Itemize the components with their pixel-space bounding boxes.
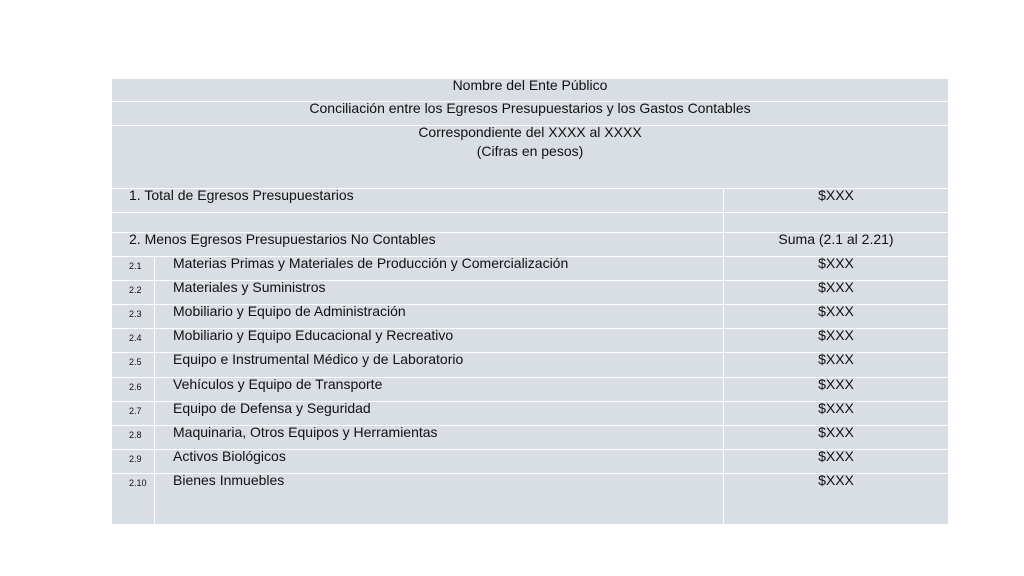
header-row-title	[112, 102, 948, 126]
item-label: Activos Biológicos	[173, 448, 286, 464]
item-amount: $XXX	[818, 400, 854, 416]
entity-name: Nombre del Ente Público	[452, 77, 608, 93]
table-row	[112, 305, 948, 329]
less-amount: Suma (2.1 al 2.21)	[778, 231, 894, 247]
item-amount: $XXX	[818, 327, 854, 343]
item-number: 2.3	[129, 309, 142, 319]
item-label: Mobiliario y Equipo Educacional y Recreativo	[173, 327, 454, 343]
item-number: 2.5	[129, 357, 142, 367]
item-amount: $XXX	[818, 424, 854, 440]
item-number: 2.9	[129, 454, 142, 464]
item-label: Equipo e Instrumental Médico y de Laboratorio	[173, 351, 464, 367]
total-row	[112, 189, 948, 213]
item-number: 2.4	[129, 333, 142, 343]
header-row-entity	[112, 79, 948, 102]
item-label: Vehículos y Equipo de Transporte	[173, 376, 383, 392]
less-label: 2. Menos Egresos Presupuestarios No Contables	[129, 231, 436, 247]
table-row	[112, 329, 948, 353]
item-amount: $XXX	[818, 255, 854, 271]
less-row	[112, 233, 948, 257]
total-label: 1. Total de Egresos Presupuestarios	[129, 187, 354, 203]
item-amount: $XXX	[818, 303, 854, 319]
item-number: 2.2	[129, 285, 142, 295]
item-amount: $XXX	[818, 448, 854, 464]
header-row-period	[112, 126, 948, 189]
item-amount: $XXX	[818, 472, 854, 488]
item-amount: $XXX	[818, 279, 854, 295]
report-units: (Cifras en pesos)	[476, 143, 584, 159]
item-number: 2.8	[129, 430, 142, 440]
item-label: Materiales y Suministros	[173, 279, 326, 295]
item-number: 2.7	[129, 406, 142, 416]
table-row	[112, 474, 948, 524]
table-row	[112, 378, 948, 402]
table-row	[112, 402, 948, 426]
table-row	[112, 353, 948, 378]
item-label: Equipo de Defensa y Seguridad	[173, 400, 371, 416]
table-row	[112, 257, 948, 281]
blank-row	[112, 213, 948, 233]
total-amount: $XXX	[818, 187, 854, 203]
item-label: Materias Primas y Materiales de Producción y Comercialización	[173, 255, 569, 271]
report-period: Correspondiente del XXXX al XXXX	[418, 124, 642, 140]
item-label: Mobiliario y Equipo de Administración	[173, 303, 406, 319]
item-number: 2.10	[129, 478, 147, 488]
item-label: Bienes Inmuebles	[173, 472, 285, 488]
report-title: Conciliación entre los Egresos Presupuestarios y los Gastos Contables	[309, 100, 751, 116]
item-amount: $XXX	[818, 351, 854, 367]
table-row	[112, 281, 948, 305]
item-number: 2.6	[129, 382, 142, 392]
item-number: 2.1	[129, 261, 142, 271]
table-row	[112, 426, 948, 450]
table-row	[112, 450, 948, 474]
reconciliation-table	[112, 79, 948, 524]
item-amount: $XXX	[818, 376, 854, 392]
item-label: Maquinaria, Otros Equipos y Herramientas	[173, 424, 438, 440]
